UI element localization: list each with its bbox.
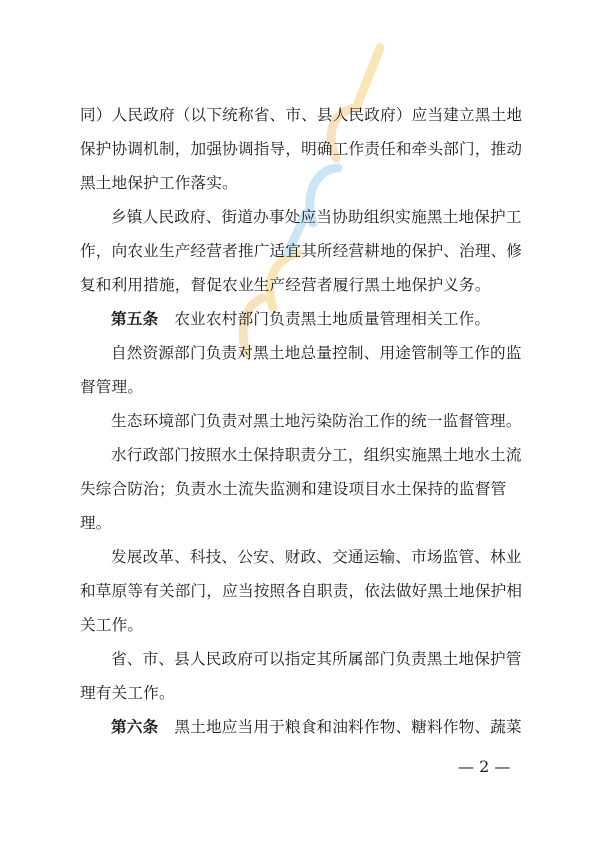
text-line: 黑土地保护工作落实。 <box>80 174 238 192</box>
text-line: 复和利用措施，督促农业生产经营者履行黑土地保护义务。 <box>80 276 491 294</box>
text-line: 理。 <box>80 514 112 532</box>
article-heading: 第五条 <box>111 309 159 328</box>
text-line: 发展改革、科技、公安、财政、交通运输、市场监管、林业 <box>111 548 522 566</box>
text-line: 省、市、县人民政府可以指定其所属部门负责黑土地保护管 <box>111 650 522 668</box>
text-line: 督管理。 <box>80 378 144 396</box>
text-line: 生态环境部门负责对黑土地污染防治工作的统一监督管理。 <box>111 412 522 430</box>
text-line: 和草原等有关部门，应当按照各自职责，依法做好黑土地保护相 <box>80 582 523 600</box>
text-line: 乡镇人民政府、街道办事处应当协助组织实施黑土地保护工 <box>111 208 522 226</box>
text-line: 同）人民政府（以下统称省、市、县人民政府）应当建立黑土地 <box>80 106 523 124</box>
text-line: 自然资源部门负责对黑土地总量控制、用途管制等工作的监 <box>111 344 522 362</box>
article-line: 第六条 黑土地应当用于粮食和油料作物、糖料作物、蔬菜 <box>111 717 522 736</box>
article-line: 第五条 农业农村部门负责黑土地质量管理相关工作。 <box>111 309 491 328</box>
article-heading: 第六条 <box>111 717 159 736</box>
text-line: 水行政部门按照水土保持职责分工，组织实施黑土地水土流 <box>111 446 522 464</box>
text-line: 保护协调机制，加强协调指导，明确工作责任和牵头部门，推动 <box>80 140 523 158</box>
text-line: 失综合防治；负责水土流失监测和建设项目水土保持的监督管 <box>80 480 507 498</box>
text-line: 关工作。 <box>80 616 144 634</box>
text-line: 作，向农业生产经营者推广适宜其所经营耕地的保护、治理、修 <box>80 242 523 260</box>
text-line: 理有关工作。 <box>80 684 175 702</box>
page-number: — 2 — <box>458 757 511 776</box>
